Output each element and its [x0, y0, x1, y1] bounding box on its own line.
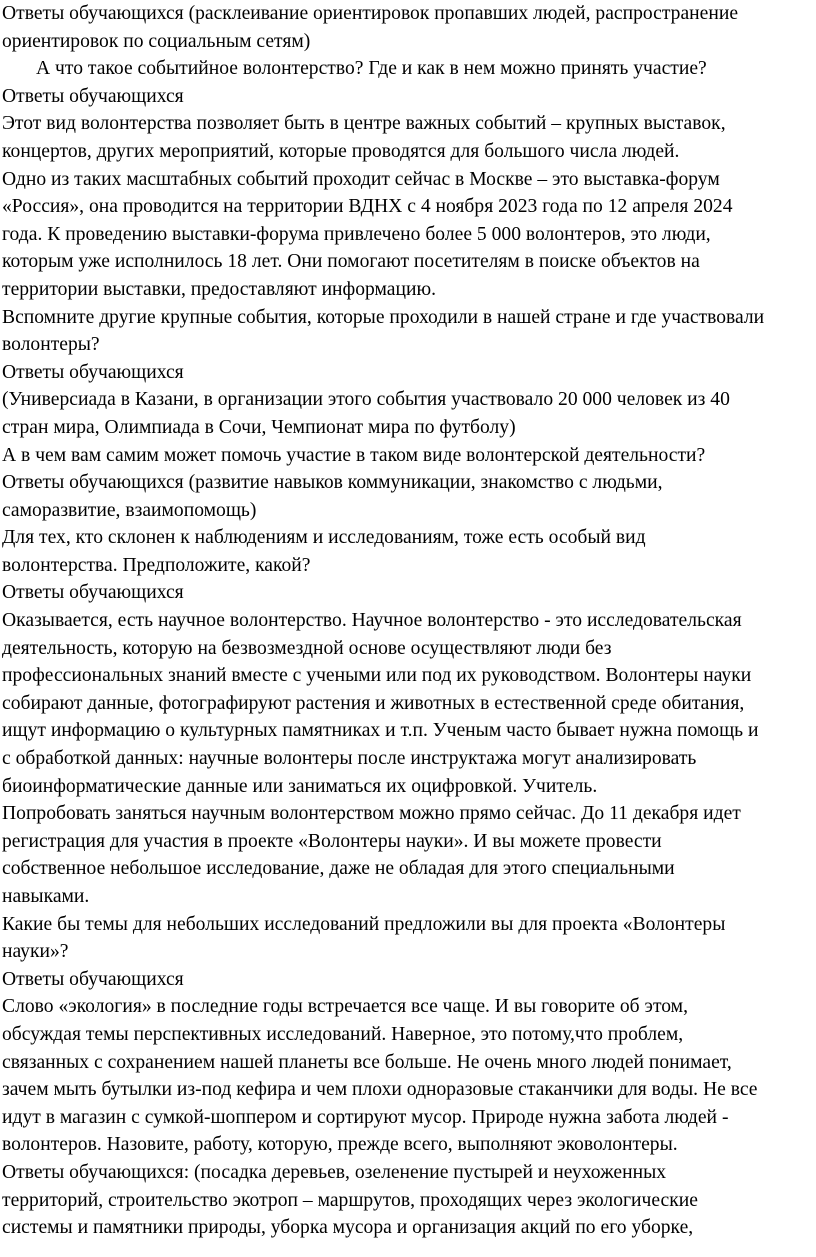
text-line: которым уже исполнилось 18 лет. Они помогают посетителям в поиске объектов на — [2, 251, 700, 273]
text-line: регистрация для участия в проекте «Волонтеры науки». И вы можете провести — [2, 830, 662, 852]
text-line: Ответы обучающихся (развитие навыков коммуникации, знакомство с людьми, — [2, 472, 663, 494]
text-line: А в чем вам самим может помочь участие в таком виде волонтерской деятельности? — [2, 444, 706, 466]
text-line: Ответы обучающихся (расклеивание ориентировок пропавших людей, распространение — [2, 3, 739, 24]
text-line: деятельность, которую на безвозмездной основе осуществляют люди без — [2, 637, 612, 659]
text-line: зачем мыть бутылки из-под кефира и чем плохи одноразовые стаканчики для воды. Не все — [2, 1079, 758, 1101]
text-line: Одно из таких масштабных событий проходит сейчас в Москве – это выставка-форум — [2, 168, 720, 190]
text-line: Ответы обучающихся — [2, 85, 184, 107]
text-line: Этот вид волонтерства позволяет быть в центре важных событий – крупных выставок, — [2, 113, 726, 135]
text-line: Попробовать заняться научным волонтерством можно прямо сейчас. До 11 декабря идет — [2, 803, 741, 825]
text-line: волонтерства. Предположите, какой? — [2, 554, 311, 576]
text-line: связанных с сохранением нашей планеты все больше. Не очень много людей понимает, — [2, 1051, 732, 1073]
text-line: Ответы обучающихся — [2, 361, 184, 383]
question-line: А что такое событийное волонтерство? Где и как в нем можно принять участие? — [36, 58, 707, 80]
text-line: Для тех, кто склонен к наблюдениям и исследованиям, тоже есть особый вид — [2, 527, 646, 549]
text-line: Ответы обучающихся: (посадка деревьев, озеленение пустырей и неухоженных — [2, 1161, 667, 1183]
text-line: года. К проведению выставки-форума привлечено более 5 000 волонтеров, это люди, — [2, 223, 711, 245]
text-line: ориентировок по социальным сетям) — [2, 30, 311, 52]
text-line: навыками. — [2, 886, 90, 907]
text-line: собирают данные, фотографируют растения и животных в естественной среде обитания, — [2, 692, 745, 714]
text-line: Слово «экология» в последние годы встречается все чаще. И вы говорите об этом, — [2, 996, 688, 1018]
text-line: «Россия», она проводится на территории ВДНХ с 4 ноября 2023 года по 12 апреля 2024 — [2, 196, 733, 218]
text-line: Ответы обучающихся — [2, 582, 184, 604]
text-line: системы и памятники природы, уборка мусора и организация акций по его уборке, — [2, 1217, 694, 1239]
text-line: идут в магазин с сумкой-шоппером и сортируют мусор. Природе нужна забота людей - — [2, 1106, 729, 1128]
text-line: с обработкой данных: научные волонтеры после инструктажа могут анализировать — [2, 748, 697, 770]
text-line: саморазвитие, взаимопомощь) — [2, 499, 257, 521]
text-line: ищут информацию о культурных памятниках и т.п. Ученым часто бывает нужна помощь и — [2, 720, 759, 742]
text-line: стран мира, Олимпиада в Сочи, Чемпионат мира по футболу) — [2, 416, 516, 438]
text-line: волонтеров. Назовите, работу, которую, прежде всего, выполняют эковолонтеры. — [2, 1134, 678, 1156]
text-line: биоинформатические данные или заниматься их оцифровкой. Учитель. — [2, 775, 598, 797]
text-line: собственное небольшое исследование, даже не обладая для этого специальными — [2, 858, 675, 880]
text-line: территорий, строительство экотроп – маршрутов, проходящих через экологические — [2, 1189, 698, 1211]
text-line: (Универсиада в Казани, в организации этого события участвовало 20 000 человек из 40 — [2, 389, 730, 411]
text-line: Вспомните другие крупные события, которые проходили в нашей стране и где участвовали — [2, 306, 765, 328]
text-line: волонтеры? — [2, 334, 100, 356]
text-line: концертов, других мероприятий, которые проводятся для большого числа людей. — [2, 140, 680, 162]
text-line: территории выставки, предоставляют информацию. — [2, 278, 436, 300]
text-line: Оказывается, есть научное волонтерство. Научное волонтерство - это исследовательская — [2, 610, 742, 632]
text-line: профессиональных знаний вместе с учеными или под их руководством. Волонтеры науки — [2, 665, 752, 687]
text-line: Ответы обучающихся — [2, 968, 184, 990]
text-line: науки»? — [2, 941, 69, 963]
text-line: Какие бы темы для небольших исследований предложили вы для проекта «Волонтеры — [2, 913, 726, 935]
text-line: обсуждая темы перспективных исследований. Наверное, это потому,что проблем, — [2, 1023, 684, 1045]
